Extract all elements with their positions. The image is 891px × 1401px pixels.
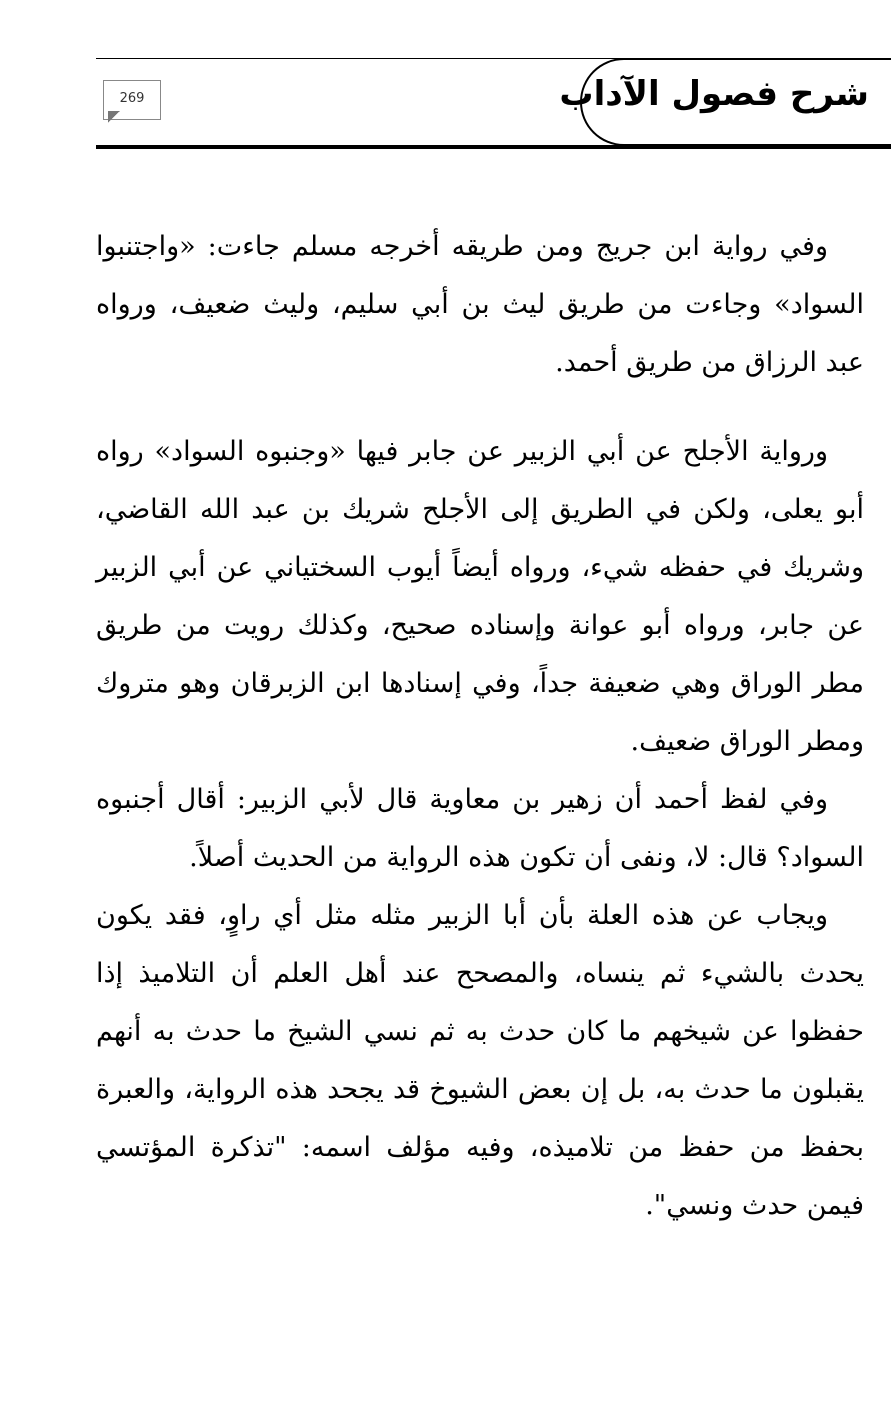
header-bottom-rule xyxy=(96,145,891,149)
paragraph-3: وفي لفظ أحمد أن زهير بن معاوية قال لأبي الزبير: أقال أجنبوه السواد؟ قال: لا، ونفى أن تكون هذه الرواية من الحديث أصلاً. xyxy=(96,784,864,873)
page-curl-icon xyxy=(108,111,120,123)
paragraph-1: وفي رواية ابن جريج ومن طريقه أخرجه مسلم جاءت: «واجتنبوا السواد» وجاءت من طريق ليث بن أبي سليم، وليث ضعيف، ورواه عبد الرزاق من طريق أحمد. xyxy=(96,231,864,378)
page-number: 269 xyxy=(119,91,145,106)
paragraph-4: ويجاب عن هذه العلة بأن أبا الزبير مثله مثل أي راوٍ، فقد يكون يحدث بالشيء ثم ينساه، والمصحح عند أهل العلم أن التلاميذ إذا حفظوا عن شيخهم ما كان حدث به ثم نسي الشيخ ما حدث به أنهم يقبلون ما حدث به، بل إن بعض الشيوخ قد يجحد هذه الرواية، والعبرة بحفظ من حفظ من تلاميذه، وفيه مؤلف اسمه: "تذكرة المؤتسي فيمن حدث ونسي". xyxy=(96,900,864,1221)
body-text xyxy=(96,218,864,1235)
book-title: شرح فصول الآداب xyxy=(559,74,869,114)
page-header xyxy=(0,0,891,160)
paragraph-2: ورواية الأجلح عن أبي الزبير عن جابر فيها «وجنبوه السواد» رواه أبو يعلى، ولكن في الطريق إلى الأجلح شريك بن عبد الله القاضي، وشريك في حفظه شيء، ورواه أيضاً أيوب السختياني عن أبي الزبير عن جابر، ورواه أبو عوانة وإسناده صحيح، وكذلك رويت من طريق مطر الوراق وهي ضعيفة جداً، وفي إسنادها ابن الزبرقان وهو متروك ومطر الوراق ضعيف. xyxy=(96,436,864,757)
